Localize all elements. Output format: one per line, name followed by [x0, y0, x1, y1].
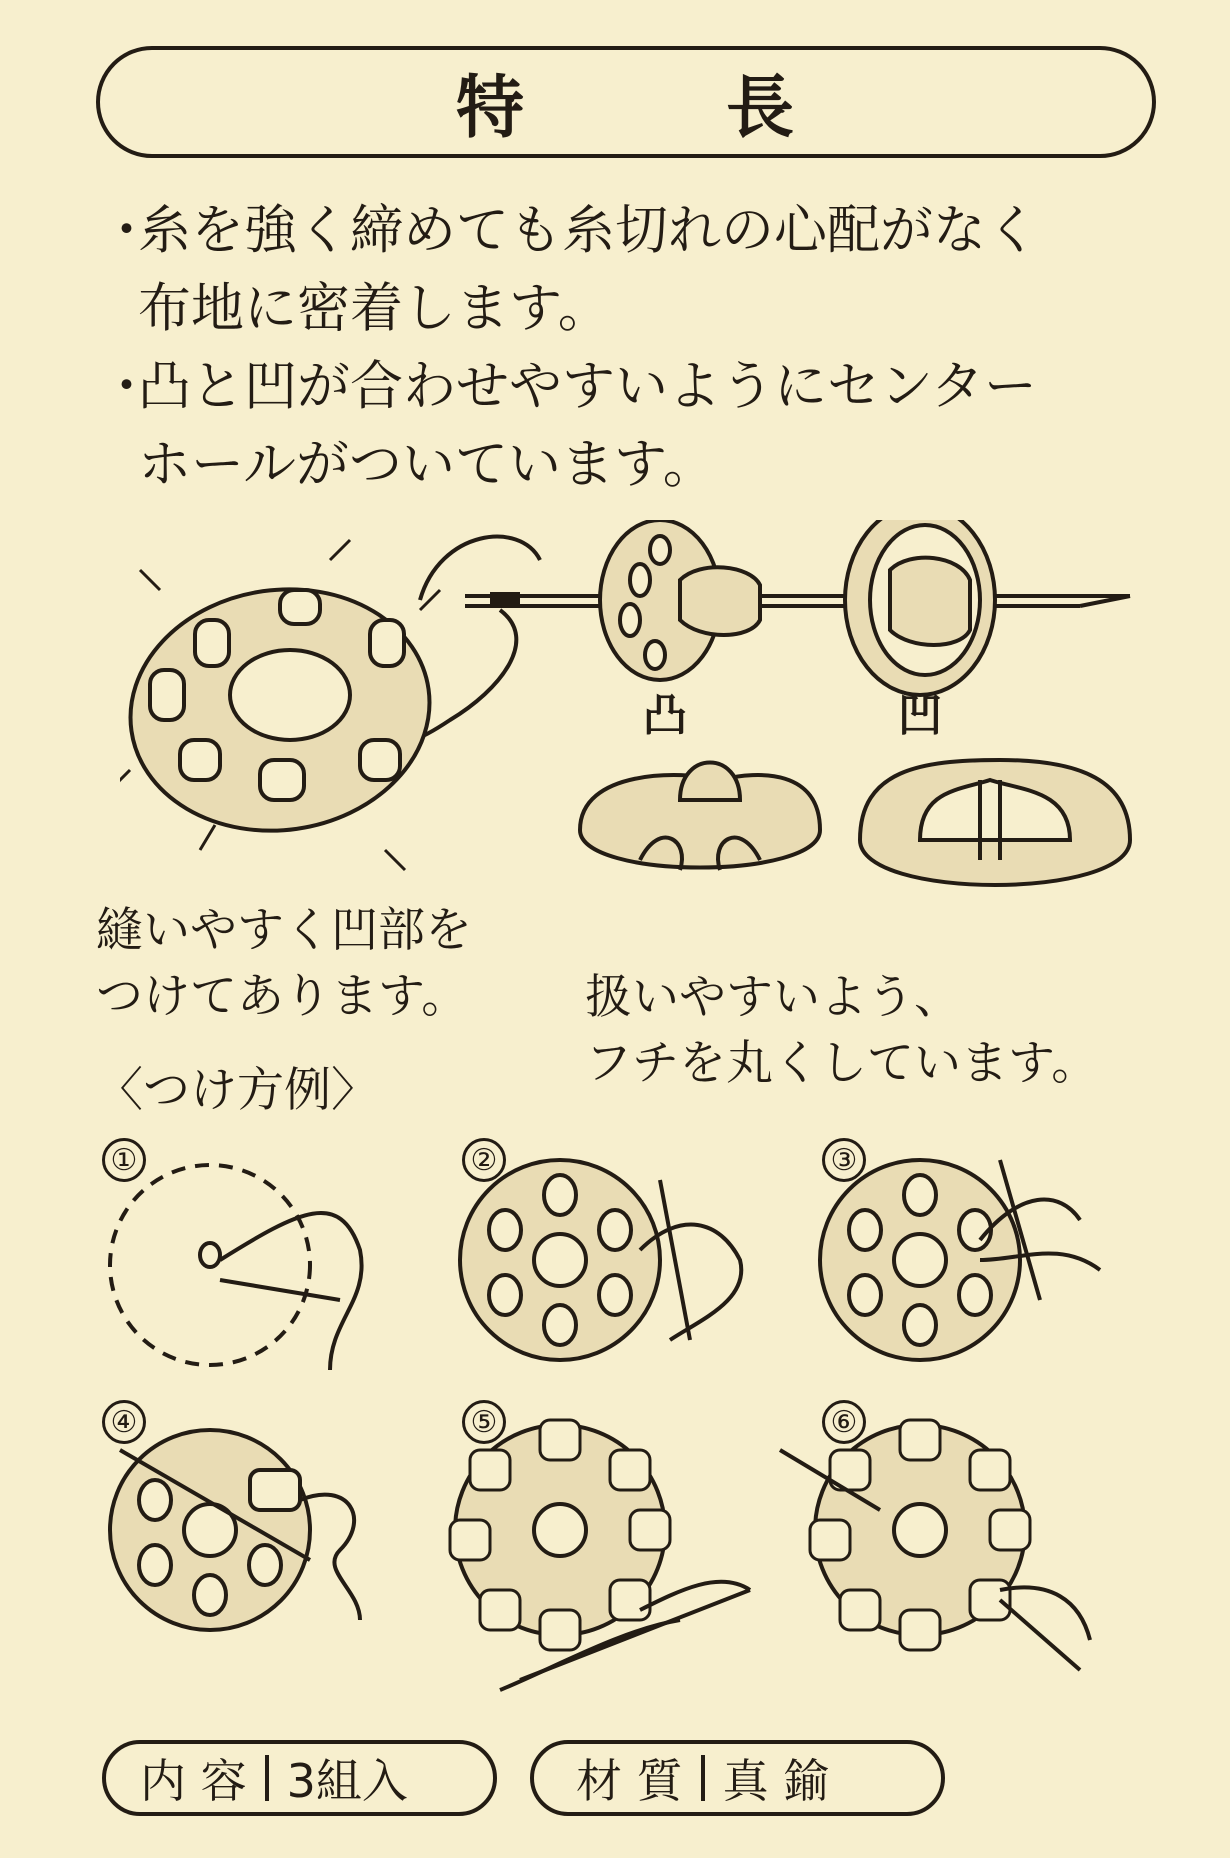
step-1-figure	[110, 1165, 362, 1370]
caption-rounded-line1: 扱いやすいよう、	[585, 970, 961, 1025]
title-right-char: 長	[726, 68, 797, 148]
step-3-figure	[820, 1160, 1100, 1360]
convex-label: 凸	[643, 690, 687, 741]
steps-illustration	[100, 1150, 1160, 1710]
step-6-figure	[780, 1420, 1090, 1670]
caption-recess	[96, 898, 472, 1030]
feature-1-line2: 布地に密着します。	[138, 278, 611, 339]
example-heading: 〈つけ方例〉	[96, 1063, 378, 1118]
caption-rounded-edge	[585, 965, 1098, 1097]
contents-pill	[102, 1740, 497, 1816]
title-left-char: 特	[455, 68, 526, 148]
feature-1-line1: 糸を強く締めても糸切れの心配がなく	[138, 200, 1039, 261]
contents-value: 3組入	[286, 1754, 408, 1808]
material-value: 真 鍮	[722, 1754, 830, 1808]
step-1-number: ①	[102, 1138, 146, 1182]
feature-2-line2: ホールがついています。	[138, 434, 716, 495]
caption-rounded-line2: フチを丸くしています。	[585, 1036, 1099, 1091]
concave-label: 凹	[898, 690, 942, 741]
step-6-number: ⑥	[822, 1400, 866, 1444]
material-label: 材 質	[576, 1754, 683, 1808]
contents-label: 内 容	[140, 1754, 247, 1808]
step-5-figure	[450, 1420, 750, 1690]
step-4-figure	[110, 1430, 360, 1630]
feature-2: ・凸と凹が合わせやすいようにセンター ホールがついています。	[100, 356, 1037, 495]
feature-2-line1: 凸と凹が合わせやすいようにセンター	[138, 356, 1037, 417]
snap-illustration	[120, 520, 1160, 960]
step-3-number: ③	[822, 1138, 866, 1182]
step-5-number: ⑤	[462, 1400, 506, 1444]
caption-recess-line2: つけてあります。	[96, 969, 469, 1024]
caption-recess-line1: 縫いやすく凹部を	[96, 903, 472, 958]
step-4-number: ④	[102, 1400, 146, 1444]
material-pill	[530, 1740, 945, 1816]
title-banner	[96, 46, 1156, 158]
feature-1: ・糸を強く締めても糸切れの心配がなく 布地に密着します。	[100, 200, 1039, 339]
step-2-figure	[460, 1160, 741, 1360]
step-2-number: ②	[462, 1138, 506, 1182]
